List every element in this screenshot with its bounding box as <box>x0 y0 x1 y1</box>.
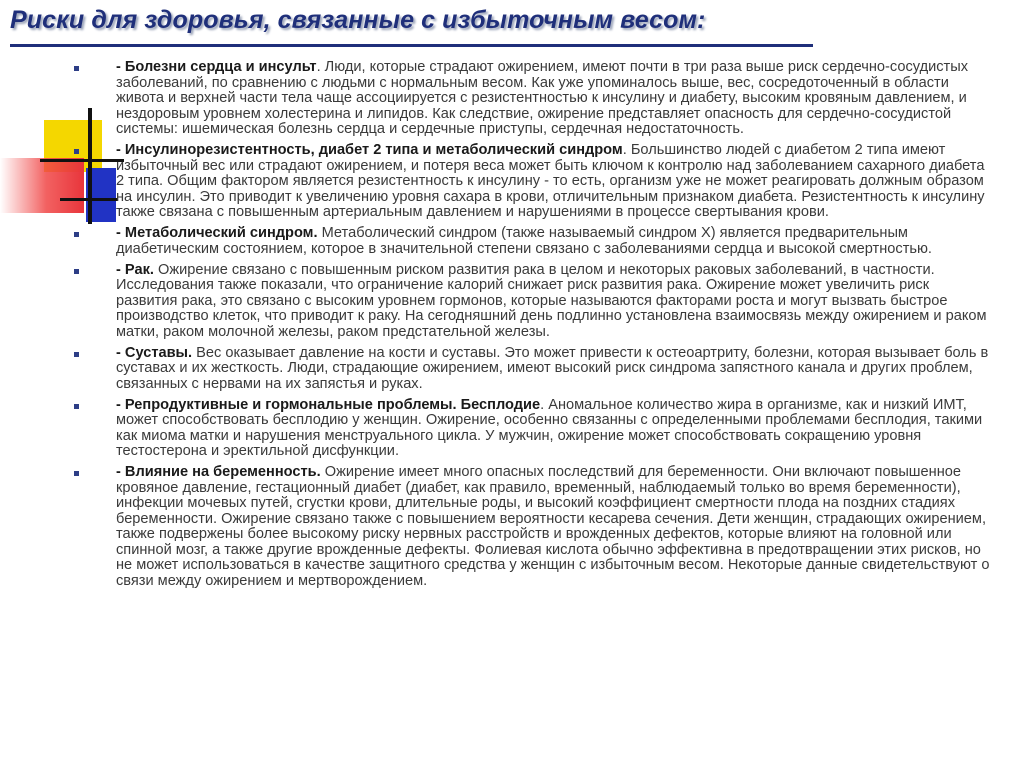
bullet-icon <box>74 404 79 409</box>
item-heading: - Инсулинорезистентность, диабет 2 типа и метаболический синдром <box>116 142 623 158</box>
item-text: . Аномальное количество жира в организме, как и низкий ИМТ, может способствовать бесплодию у женщин. Ожирение, особенно связанны с определенными проблемами бесплодия, такими как миома матки и нарушения менструального цикла. У мужчин, ожирение может способствовать сокращению уровня тестостерона и эректильной дисфункции. <box>116 396 983 459</box>
list-item-reproductive <box>74 398 994 460</box>
item-text: . Большинство людей с диабетом 2 типа имеют избыточный вес или страдают ожирением, и потеря веса может быть ключом к контролю над заболеванием сахарного диабета 2 типа. Общим фактором является резистентность к инсулину - то есть, организм уже не может реагировать должным образом на инсулин. Это приводит к увеличению уровня сахара в крови, отличительным признаком диабета. Резистентность к инсулину также связана с повышенным артериальным давлением и нарушениями в процессе свертывания крови. <box>116 142 985 220</box>
item-heading: - Метаболический синдром. <box>116 225 318 241</box>
bullet-icon <box>74 471 79 476</box>
title-underline <box>10 44 813 47</box>
list-item-heart <box>74 60 994 138</box>
item-text: Ожирение имеет много опасных последствий для беременности. Они включают повышенное кровяное давление, гестационный диабет (диабет, как правило, временный, наблюдаемый только во время беременности), инфекции мочевых путей, сгустки крови, длительные роды, и высокий коэффициент смертности плода на поздних стадиях беременности. Ожирение связано также с повышением вероятности кесарева сечения. Дети женщин, страдающих ожирением, также подвержены более высокому риску нервных расстройств и врожденных дефектов, которые влияют на головной или спинной мозг, а также другие врожденные дефекты. Фолиевая кислота обычно эффективна в предотвращении этих рисков, но не может использоваться в качестве защитного средства у женщин с избыточным весом. Некоторые данные свидетельствуют о связи между ожирением и мертворождением. <box>116 464 990 589</box>
item-heading: - Болезни сердца и инсульт <box>116 59 317 75</box>
item-text: . Люди, которые страдают ожирением, имеют почти в три раза выше риск сердечно-сосудистых заболеваний, по сравнению с людьми с нормальным весом. Как уже упоминалось выше, вес, сосредоточенный в области живота и верхней части тела чаще ассоциируется с резистентностью к инсулину и диабету, высоким кровяным давлением, и нездоровым уровнем холестерина и липидов. Как следствие, ожирение представляет опасность для сердечно-сосудистой системы: ишемическая болезнь сердца и сердечные приступы, сердечная недостаточность. <box>116 59 969 137</box>
item-heading: - Репродуктивные и гормональные проблемы. Бесплодие <box>116 396 541 413</box>
bullet-icon <box>74 66 79 71</box>
bullet-icon <box>74 149 79 154</box>
item-text: Метаболический синдром (также называемый синдром Х) является предварительным диабетическим состоянием, которое в значительной степени связано с заболеваниями сердца и высокой смертностью. <box>116 225 932 257</box>
list-item-joints <box>74 346 994 393</box>
risk-list <box>74 60 994 595</box>
item-heading: - Суставы. <box>116 344 193 361</box>
deco-red-gradient <box>0 158 84 213</box>
list-item-pregnancy <box>74 465 994 589</box>
item-text: Вес оказывает давление на кости и суставы. Это может привести к остеоартриту, болезни, которая вызывает боль в суставах и их жесткость. Люди, страдающие ожирением, имеют высокий риск синдрома запястного канала и других проблем, связанных с нервами на их запястья и руках. <box>116 344 989 392</box>
bullet-icon <box>74 269 79 274</box>
bullet-icon <box>74 232 79 237</box>
list-item-metabolic <box>74 226 994 257</box>
bullet-icon <box>74 352 79 357</box>
list-item-cancer <box>74 263 994 341</box>
item-heading: - Рак. <box>116 261 154 278</box>
item-heading: - Влияние на беременность. <box>116 464 321 480</box>
slide-title: Риски для здоровья, связанные с избыточным весом: <box>10 6 706 34</box>
list-item-insulin <box>74 143 994 221</box>
item-text: Ожирение связано с повышенным риском развития рака в целом и некоторых раковых заболеваний, в частности. Исследования также показали, что ограничение калорий снижает риск развития рака. Ожирение может увеличить риск развития рака, это связано с высоким уровнем гормонов, которые называются факторами роста и могут вызвать быстрое производство клеток, что приводит к раку. На сегодняшний день подлинно установлена взаимосвязь между ожирением и раком матки, раком молочной железы, раком предстательной железы. <box>116 261 987 340</box>
